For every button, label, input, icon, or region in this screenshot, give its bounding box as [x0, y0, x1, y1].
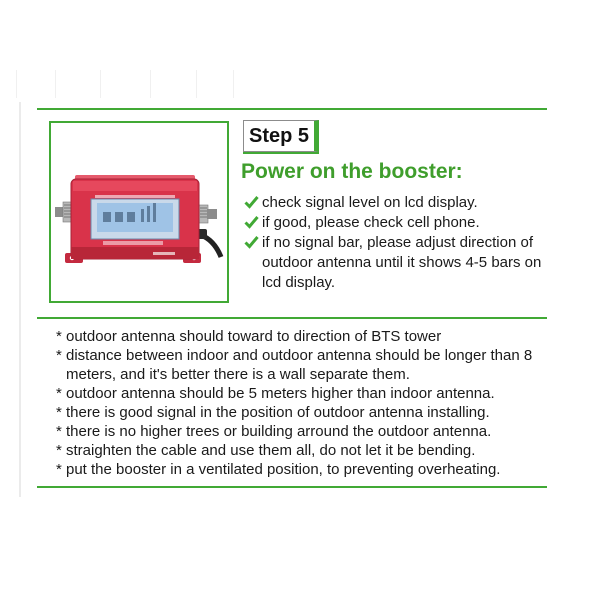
check-item-text: if no signal bar, please adjust direction of outdoor antenna until it shows 4-5 bars on lcd display.	[262, 234, 542, 291]
note-item: * there is no higher trees or building arround the outdoor antenna.	[56, 422, 546, 441]
check-icon	[244, 194, 259, 210]
check-item	[244, 213, 544, 233]
check-icon	[244, 234, 259, 250]
middle-divider	[37, 317, 547, 319]
check-icon	[244, 214, 259, 230]
note-item: * outdoor antenna should toward to direction of BTS tower	[56, 327, 546, 346]
check-item	[244, 193, 544, 213]
step-badge	[243, 120, 319, 152]
booster-photo-frame	[49, 121, 229, 303]
faint-header-artifacts	[0, 0, 600, 100]
section-heading: Power on the booster:	[241, 160, 463, 183]
check-list	[244, 193, 544, 293]
note-item: * distance between indoor and outdoor antenna should be longer than 8 meters, and it's better there is a wall separate them.	[56, 346, 546, 384]
check-item-text: if good, please check cell phone.	[262, 214, 480, 231]
note-item: * there is good signal in the position of outdoor antenna installing.	[56, 403, 546, 422]
check-item	[244, 233, 544, 293]
note-item: * straighten the cable and use them all, do not let it be bending.	[56, 441, 546, 460]
notes-list	[56, 327, 546, 479]
step-label: Step 5	[248, 125, 310, 147]
booster-device-illustration	[51, 123, 227, 301]
note-item: * put the booster in a ventilated position, to preventing overheating.	[56, 460, 546, 479]
left-edge-shadow	[19, 102, 21, 497]
top-divider	[37, 108, 547, 110]
check-item-text: check signal level on lcd display.	[262, 194, 478, 211]
bottom-divider	[37, 486, 547, 488]
note-item: * outdoor antenna should be 5 meters higher than indoor antenna.	[56, 384, 546, 403]
